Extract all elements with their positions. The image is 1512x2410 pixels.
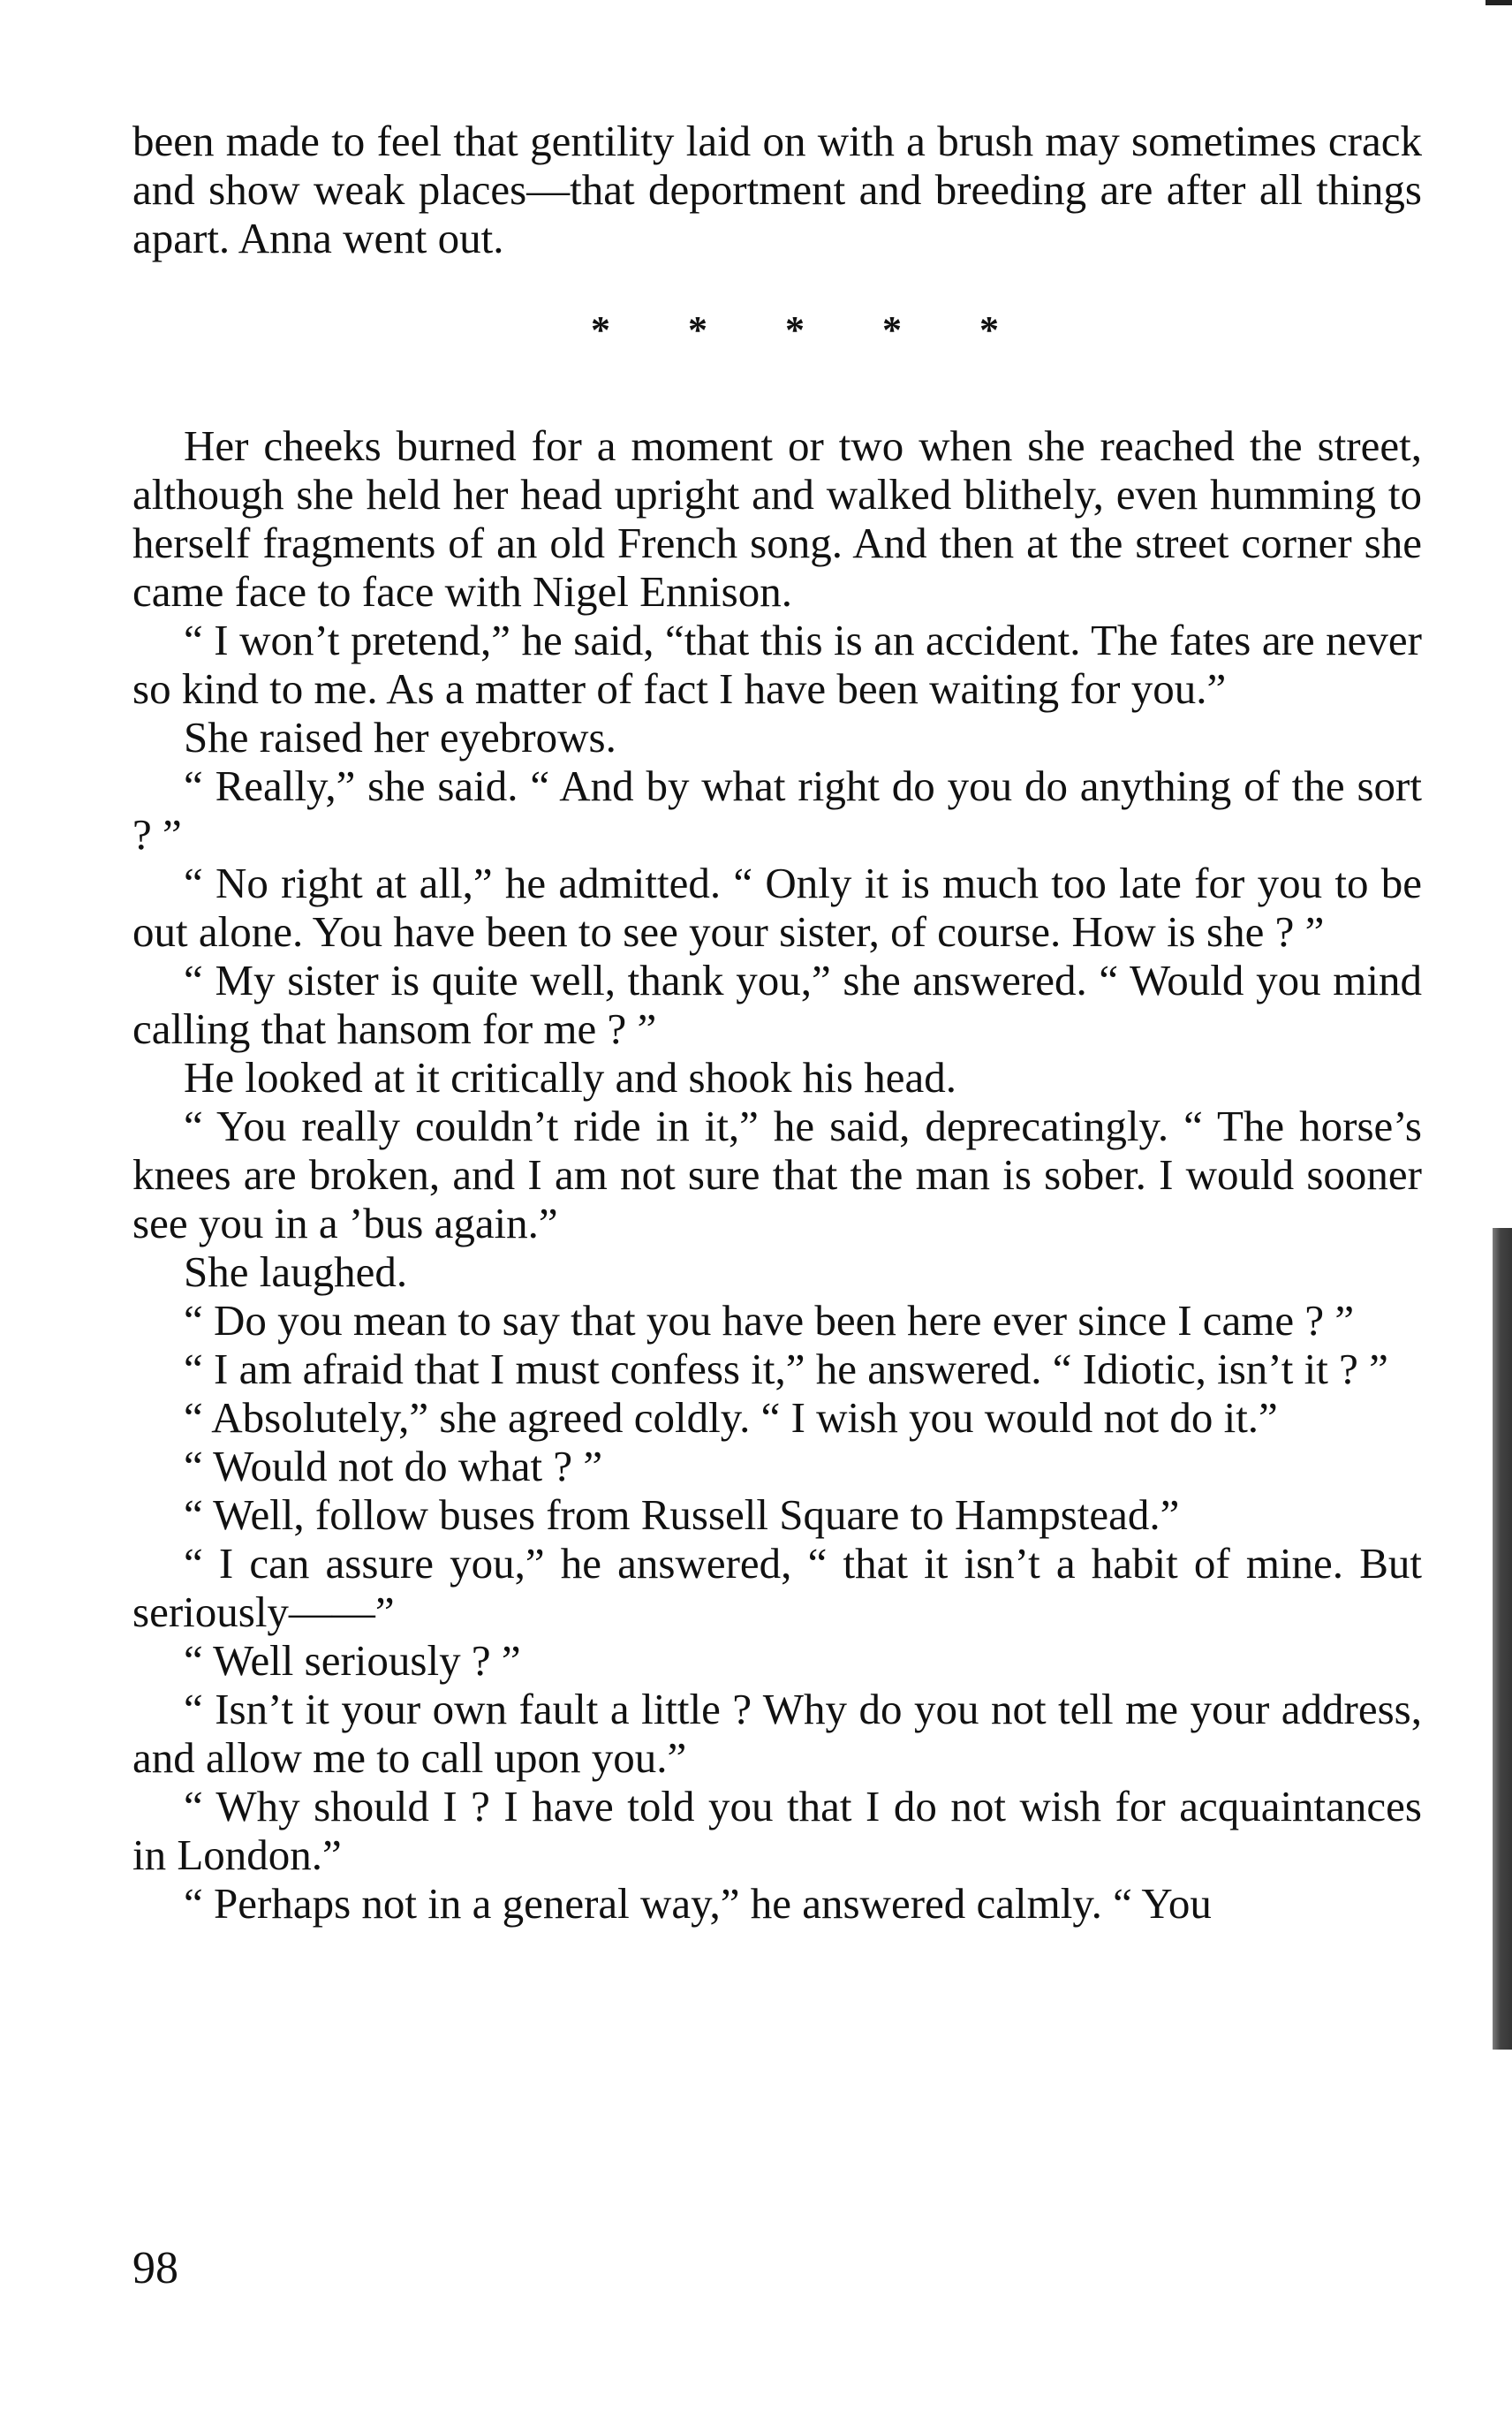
section-break [132,268,1422,391]
paragraph: “ Well, follow buses from Russell Square to Hampstead.” [184,1490,1180,1539]
section-break-asterisk: * [979,307,999,352]
section-break-asterisk: * [688,307,707,352]
paragraph: Her cheeks burned for a moment or two when she reached the street, although she held her head upright and walked blithely, even humming to herself fragments of an old French song. And then at the street corner she came face to face with Nigel Ennison. [132,421,1422,616]
paragraph: “ Why should I ? I have told you that I do not wish for acquaintances in London.” [132,1782,1422,1879]
paragraph: She laughed. [184,1247,408,1296]
paragraph: “ Perhaps not in a general way,” he answered calmly. “ You [184,1879,1212,1928]
section-break-asterisk: * [882,307,902,352]
paragraph: “ Do you mean to say that you have been here ever since I came ? ” [184,1296,1355,1345]
paragraph: “ My sister is quite well, thank you,” she answered. “ Would you mind calling that hansom for me ? ” [132,956,1422,1053]
paragraph: “ Absolutely,” she agreed coldly. “ I wish you would not do it.” [184,1393,1278,1442]
paragraph: been made to feel that gentility laid on with a brush may sometimes crack and show weak places—that deportment and breeding are after all things apart. Anna went out. [132,117,1422,262]
paragraph: “ I can assure you,” he answered, “ that it isn’t a habit of mine. But seriously——” [132,1539,1422,1636]
page-number: 98 [132,2243,178,2293]
page-edge-shadow [1493,1228,1512,2050]
page-body [132,117,1422,1928]
paragraph: “ You really couldn’t ride in it,” he said, deprecatingly. “ The horse’s knees are broken, and I am not sure that the man is sober. I would sooner see you in a ’bus again.” [132,1102,1422,1247]
paragraph: “ No right at all,” he admitted. “ Only it is much too late for you to be out alone. You have been to see your sister, of course. How is she ? ” [132,859,1422,956]
paragraph: He looked at it critically and shook his head. [184,1053,956,1102]
section-break-asterisk: * [785,307,805,352]
paragraph: “ I won’t pretend,” he said, “that this is an accident. The fates are never so kind to me. As a matter of fact I have been waiting for you.” [132,616,1422,713]
section-break-asterisk: * [591,307,610,352]
paragraph: “ Really,” she said. “ And by what right do you do anything of the sort ? ” [132,762,1422,859]
paragraph: “ Isn’t it your own fault a little ? Why do you not tell me your address, and allow me to call upon you.” [132,1685,1422,1782]
paragraph: “ Would not do what ? ” [184,1442,603,1490]
scan-edge-mark [1486,0,1512,5]
paragraph: She raised her eyebrows. [184,713,616,762]
paragraph: “ I am afraid that I must confess it,” he answered. “ Idiotic, isn’t it ? ” [184,1345,1388,1393]
paragraph: “ Well seriously ? ” [184,1636,521,1685]
